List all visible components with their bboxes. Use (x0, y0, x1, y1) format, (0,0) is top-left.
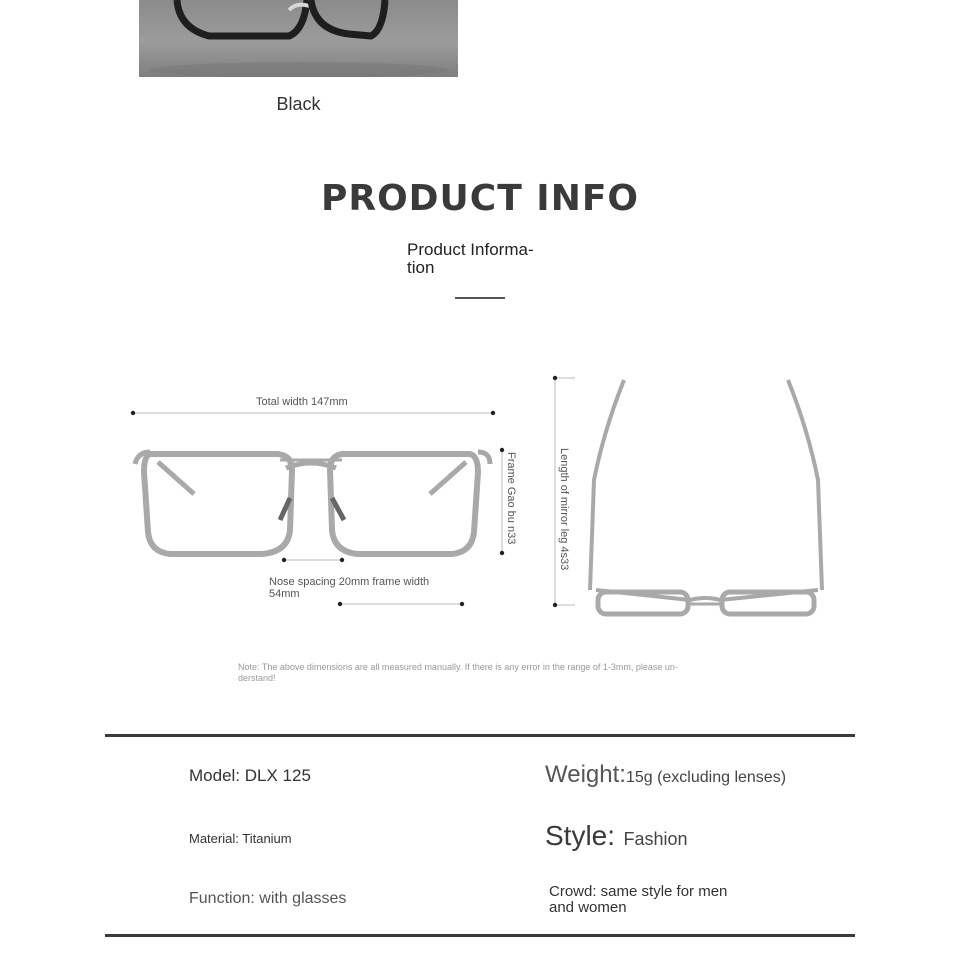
spec-top-rule (105, 734, 855, 737)
frame-height-measure (500, 448, 517, 555)
frame-height-label: Frame Gao bu n33 (505, 452, 517, 545)
temple-length-measure (553, 376, 575, 607)
note-line-2: derstand! (238, 673, 276, 683)
function-value: with glasses (259, 890, 347, 907)
spec-model (189, 766, 311, 786)
note-line-1: Note: The above dimensions are all measured manually. If there is any error in the range of 1-3mm, please un- (238, 662, 678, 672)
style-value: Fashion (623, 829, 688, 849)
glasses-photo-icon (139, 0, 458, 77)
dimension-diagram (0, 360, 960, 630)
section-title: PRODUCT INFO (320, 178, 640, 219)
function-label: Function: (189, 890, 255, 907)
nose-spacing-measure (269, 558, 429, 600)
temple-length-label: Length of mirror leg 4s33 (558, 448, 570, 571)
spec-style (545, 820, 688, 852)
total-width-label: Total width 147mm (256, 396, 348, 408)
nose-spacing-label-2: 54mm (269, 588, 300, 600)
total-width-measure (131, 396, 495, 415)
product-photo (139, 0, 458, 77)
spec-bottom-rule (105, 934, 855, 937)
nose-spacing-label-1: Nose spacing 20mm frame width (269, 576, 430, 588)
photo-caption: Black (276, 94, 321, 114)
frame-width-measure (338, 602, 464, 606)
subtitle-line-2: tion (407, 258, 435, 277)
weight-value: 15g (excluding lenses) (625, 769, 787, 786)
spec-material (189, 831, 292, 846)
model-label: Model: (189, 766, 241, 785)
spec-weight (545, 761, 786, 789)
crowd-line-1: Crowd: same style for men (549, 883, 728, 900)
measurement-note (238, 662, 758, 684)
top-view-drawing (590, 380, 822, 614)
material-label: Material: (189, 831, 239, 846)
subtitle-line-1: Product Informa- (407, 240, 534, 259)
spec-function (189, 890, 346, 908)
section-subtitle (407, 241, 547, 277)
style-label: Style: (545, 820, 616, 851)
spec-crowd (549, 884, 727, 916)
title-divider (455, 297, 505, 299)
front-frame-drawing (135, 452, 490, 554)
crowd-line-2: and women (549, 899, 627, 916)
weight-label: Weight: (545, 761, 626, 788)
model-value: DLX 125 (244, 766, 311, 785)
material-value: Titanium (242, 831, 292, 846)
